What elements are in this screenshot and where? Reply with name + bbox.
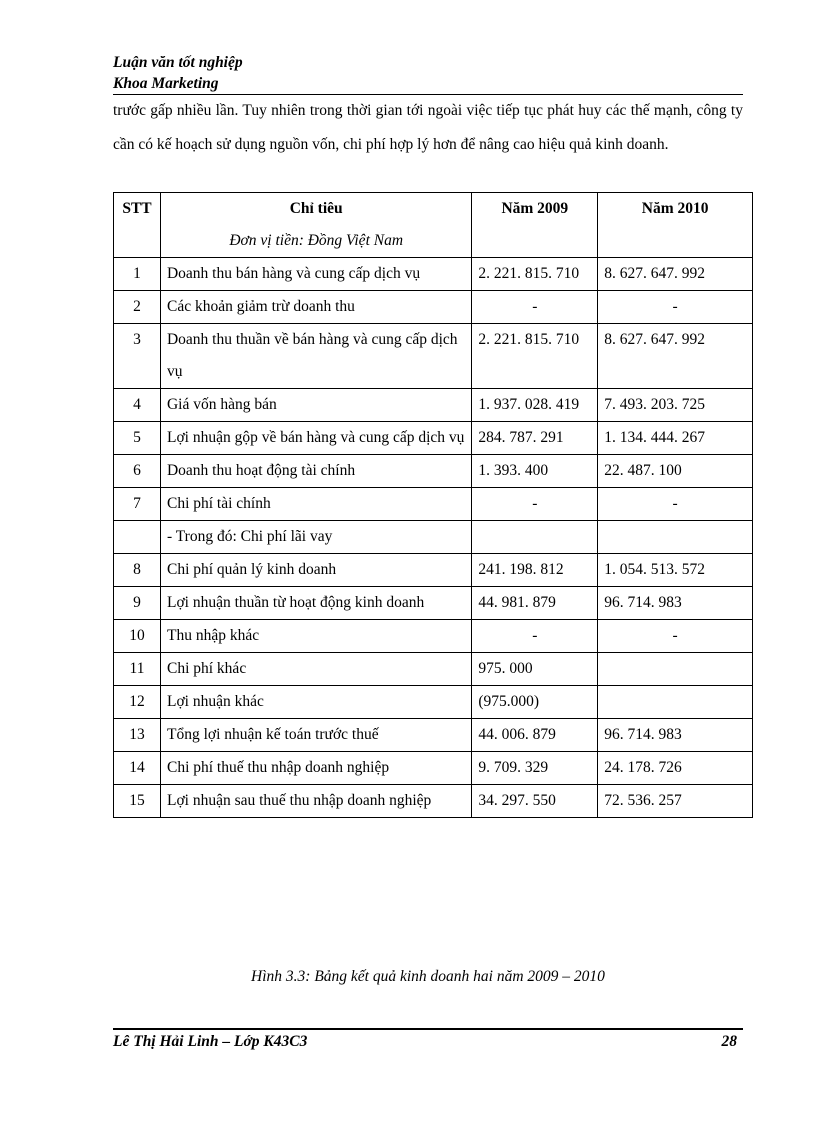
table-row	[114, 455, 753, 488]
cell-stt: 8	[114, 554, 161, 587]
header-indicator	[160, 193, 471, 258]
cell-2009: -	[472, 620, 598, 653]
table-row	[114, 620, 753, 653]
cell-2009: 2. 221. 815. 710	[472, 258, 598, 291]
intro-paragraph	[113, 94, 743, 162]
cell-stt: 1	[114, 258, 161, 291]
cell-2009: (975.000)	[472, 686, 598, 719]
cell-stt: 4	[114, 389, 161, 422]
cell-2010: -	[598, 620, 753, 653]
table-row	[114, 521, 753, 554]
cell-stt: 3	[114, 324, 161, 389]
cell-2010: 1. 054. 513. 572	[598, 554, 753, 587]
cell-2010: 96. 714. 983	[598, 719, 753, 752]
cell-2009: 241. 198. 812	[472, 554, 598, 587]
cell-2010	[598, 686, 753, 719]
cell-stt: 12	[114, 686, 161, 719]
cell-2009: 975. 000	[472, 653, 598, 686]
cell-2010: 72. 536. 257	[598, 785, 753, 818]
cell-2009: -	[472, 291, 598, 324]
cell-2010: 24. 178. 726	[598, 752, 753, 785]
cell-2009: -	[472, 488, 598, 521]
cell-2010: 1. 134. 444. 267	[598, 422, 753, 455]
cell-indicator: Chi phí quản lý kinh doanh	[160, 554, 471, 587]
header-year-2010: Năm 2010	[598, 193, 753, 258]
table-header-row	[114, 193, 753, 258]
cell-2010	[598, 653, 753, 686]
table-row	[114, 686, 753, 719]
cell-2010: 96. 714. 983	[598, 587, 753, 620]
cell-2010: 8. 627. 647. 992	[598, 324, 753, 389]
thesis-title: Luận văn tốt nghiệp	[113, 54, 243, 71]
cell-stt	[114, 521, 161, 554]
cell-indicator: Giá vốn hàng bán	[160, 389, 471, 422]
cell-stt: 9	[114, 587, 161, 620]
table-row	[114, 389, 753, 422]
faculty-name: Khoa Marketing	[113, 75, 219, 92]
cell-stt: 14	[114, 752, 161, 785]
page-number: 28	[721, 1033, 737, 1050]
header-year-2009: Năm 2009	[472, 193, 598, 258]
table-body	[114, 258, 753, 818]
intro-text: trước gấp nhiều lần. Tuy nhiên trong thời gian tới ngoài việc tiếp tục phát huy các thế mạnh, công ty cần có kế hoạch sử dụng nguồn vốn, chi phí hợp lý hơn để nâng cao hiệu quả kinh doanh.	[113, 102, 743, 153]
table-row	[114, 752, 753, 785]
page-footer	[113, 1033, 743, 1051]
table-row	[114, 258, 753, 291]
cell-stt: 2	[114, 291, 161, 324]
cell-indicator: Doanh thu bán hàng và cung cấp dịch vụ	[160, 258, 471, 291]
author-class: Lê Thị Hải Linh – Lớp K43C3	[113, 1033, 308, 1050]
currency-unit-note: Đơn vị tiền: Đồng Việt Nam	[229, 232, 404, 249]
cell-indicator: Chi phí tài chính	[160, 488, 471, 521]
header-indicator-label: Chỉ tiêu	[289, 200, 343, 217]
business-results-table	[113, 192, 753, 818]
cell-stt: 5	[114, 422, 161, 455]
cell-stt: 11	[114, 653, 161, 686]
table-row	[114, 488, 753, 521]
cell-2009: 44. 981. 879	[472, 587, 598, 620]
table-row	[114, 719, 753, 752]
cell-2010: 22. 487. 100	[598, 455, 753, 488]
cell-indicator: Doanh thu hoạt động tài chính	[160, 455, 471, 488]
cell-2009: 2. 221. 815. 710	[472, 324, 598, 389]
cell-2009: 34. 297. 550	[472, 785, 598, 818]
cell-2009: 284. 787. 291	[472, 422, 598, 455]
cell-stt: 6	[114, 455, 161, 488]
table-row	[114, 422, 753, 455]
cell-2010: -	[598, 291, 753, 324]
cell-stt: 10	[114, 620, 161, 653]
cell-stt: 15	[114, 785, 161, 818]
cell-indicator: Thu nhập khác	[160, 620, 471, 653]
cell-indicator: Lợi nhuận khác	[160, 686, 471, 719]
cell-stt: 7	[114, 488, 161, 521]
page-header	[113, 52, 743, 94]
cell-2010	[598, 521, 753, 554]
cell-2010: 7. 493. 203. 725	[598, 389, 753, 422]
table-row	[114, 587, 753, 620]
cell-2009: 9. 709. 329	[472, 752, 598, 785]
figure-caption: Hình 3.3: Bảng kết quả kinh doanh hai năm 2009 – 2010	[251, 968, 605, 985]
cell-2010: -	[598, 488, 753, 521]
cell-indicator: Chi phí khác	[160, 653, 471, 686]
header-stt: STT	[114, 193, 161, 258]
cell-indicator: Lợi nhuận gộp về bán hàng và cung cấp dịch vụ	[160, 422, 471, 455]
footer-divider	[113, 1028, 743, 1030]
cell-2009	[472, 521, 598, 554]
table-row	[114, 291, 753, 324]
cell-indicator: Lợi nhuận thuần từ hoạt động kinh doanh	[160, 587, 471, 620]
cell-indicator: Các khoản giảm trừ doanh thu	[160, 291, 471, 324]
table-row	[114, 324, 753, 389]
cell-indicator: - Trong đó: Chi phí lãi vay	[160, 521, 471, 554]
cell-stt: 13	[114, 719, 161, 752]
cell-indicator: Tổng lợi nhuận kế toán trước thuế	[160, 719, 471, 752]
cell-2010: 8. 627. 647. 992	[598, 258, 753, 291]
table-row	[114, 785, 753, 818]
table-row	[114, 554, 753, 587]
cell-indicator: Chi phí thuế thu nhập doanh nghiệp	[160, 752, 471, 785]
cell-2009: 44. 006. 879	[472, 719, 598, 752]
cell-indicator: Doanh thu thuần về bán hàng và cung cấp dịch vụ	[160, 324, 471, 389]
cell-2009: 1. 393. 400	[472, 455, 598, 488]
cell-2009: 1. 937. 028. 419	[472, 389, 598, 422]
table-row	[114, 653, 753, 686]
cell-indicator: Lợi nhuận sau thuế thu nhập doanh nghiệp	[160, 785, 471, 818]
